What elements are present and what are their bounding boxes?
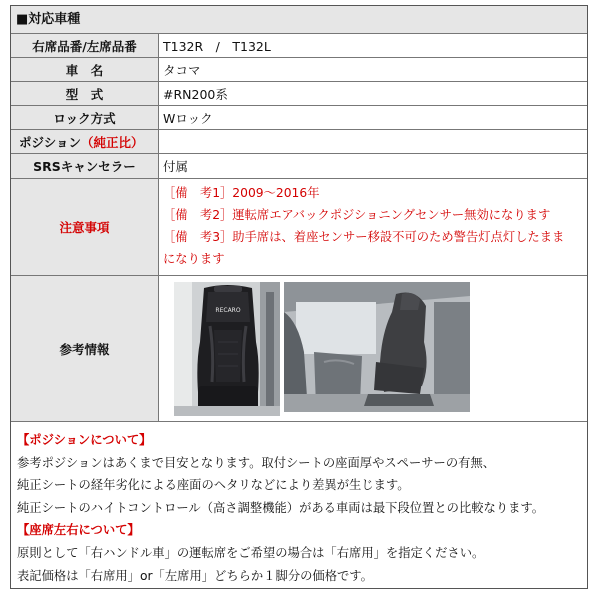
note-line: ［備 考1］2009～2016年 [163, 186, 320, 200]
car-name-value: タコマ [163, 62, 201, 78]
reference-label: 参考情報 [11, 276, 159, 421]
notes-label: 注意事項 [11, 179, 159, 275]
row-notes [11, 179, 587, 276]
srs-value: 付属 [163, 159, 189, 174]
model-value: #RN200系 [163, 86, 228, 102]
model-label: 型 式 [11, 82, 159, 105]
footer-line: 表記価格は「右席用」or「左席用」どちらか１脚分の価格です。 [17, 568, 373, 583]
row-reference [11, 276, 587, 422]
seat-side-heading: 【座席左右について】 [17, 523, 140, 538]
srs-label: SRSキャンセラー [11, 154, 159, 178]
lock-label: ロック方式 [11, 106, 159, 129]
part-number-label: 右席品番/左席品番 [11, 34, 159, 57]
row-srs [11, 154, 587, 179]
position-heading: 【ポジションについて】 [17, 433, 152, 447]
notes-list [163, 182, 583, 270]
row-model [11, 82, 587, 106]
table-title: ■対応車種 [11, 6, 587, 34]
row-lock [11, 106, 587, 130]
position-label [11, 130, 159, 153]
note-line: になります [163, 252, 225, 266]
row-part-number [11, 34, 587, 58]
footer-line: 参考ポジションはあくまで目安となります。取付シートの座面厚やスペーサーの有無、 [17, 455, 496, 470]
position-label-text: ポジション [19, 134, 81, 150]
note-line: ［備 考3］助手席は、着座センサー移設不可のため警告灯点灯したまま [163, 230, 565, 244]
seat-front-photo [174, 282, 280, 416]
row-position [11, 130, 587, 154]
spec-table [10, 5, 588, 589]
seat-installed-photo [284, 282, 470, 412]
part-number-value: T132R / T132L [163, 38, 271, 54]
footer-line: 純正シートのハイトコントロール（高さ調整機能）がある車両は最下段位置との比較なります。 [17, 500, 545, 515]
footer-line: 純正シートの経年劣化による座面のヘタリなどにより差異が生じます。 [17, 478, 410, 493]
note-line: ［備 考2］運転席エアバックポジショニングセンサー無効になります [163, 208, 551, 222]
position-label-note: （純正比） [80, 134, 144, 150]
car-name-label: 車 名 [11, 58, 159, 81]
lock-value: Wロック [163, 110, 213, 126]
footer-line: 原則として「右ハンドル車」の運転席をご希望の場合は「右席用」を指定ください。 [17, 545, 485, 560]
position-value [163, 130, 583, 153]
footer-notes [17, 429, 544, 587]
row-car-name [11, 58, 587, 82]
seat-brand-logo: RECARO [215, 307, 241, 314]
